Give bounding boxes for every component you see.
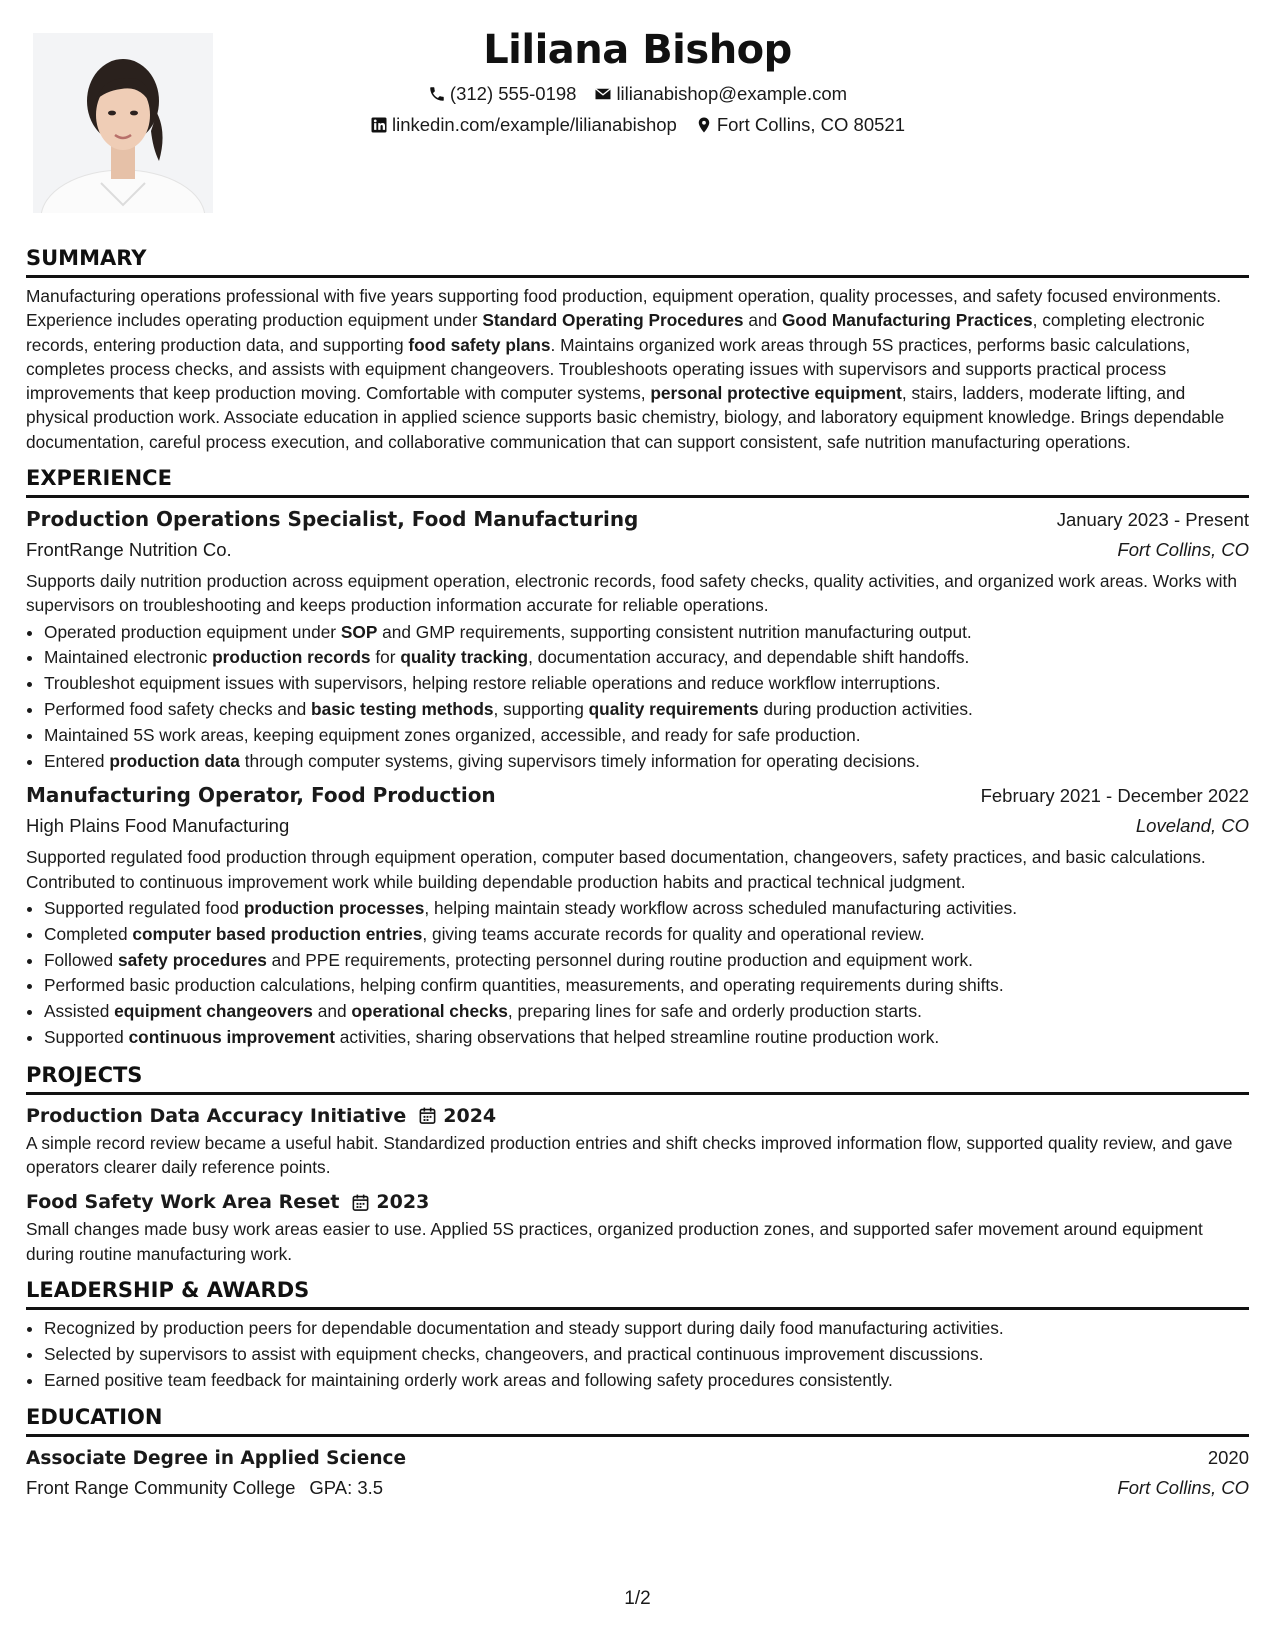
bullet-text: Operated production equipment under [44,621,341,642]
job-dates: January 2023 - Present [1056,509,1249,531]
leadership-item: • Selected by supervisors to assist with equipment checks, changeovers, and practical continuous improvement discussions. [44,1342,1249,1368]
education-degree: Associate Degree in Applied Science [26,1448,407,1470]
bullet-text: Performed food safety checks and [44,699,312,720]
project-year-text: 2023 [376,1191,430,1214]
resume-content [26,244,1249,1512]
job-bullet [44,697,1249,723]
job-bullet [44,999,1249,1025]
experience-section [26,464,1249,1051]
section-title: SUMMARY [26,246,147,270]
bullet-text: , helping maintain steady workflow across scheduled manufacturing activities. [424,898,1018,919]
projects-section [26,1061,1249,1266]
section-divider [26,1307,1249,1310]
job-location: Loveland, CO [1135,815,1249,837]
bullet-text: and PPE requirements, protecting personnel during routine production and equipment work. [266,949,973,970]
leadership-section [26,1276,1249,1393]
project-header [26,1187,1249,1217]
location-text: Fort Collins, CO 80521 [716,114,906,135]
education-section [26,1403,1249,1502]
bullet-text: , documentation accuracy, and dependable shift handoffs. [528,647,970,668]
summary-emphasis: personal protective equipment [650,383,902,404]
job-bullet [44,896,1249,922]
job-bullets [26,620,1249,775]
job-entry [26,780,1249,1050]
education-location: Fort Collins, CO [1117,1477,1249,1499]
phone-contact [428,78,577,109]
leadership-item: • Earned positive team feedback for maintaining orderly work areas and following safety procedures consistently. [44,1368,1249,1394]
section-divider [26,1434,1249,1437]
project-entry [26,1187,1249,1266]
job-description: Supported regulated food production through equipment operation, computer based documentation, changeovers, safety practices, and basic calculations. Contributed to continuous improvement work while building dependable production habits and practical technical judgment. [26,847,1206,892]
bullet-text: through computer systems, giving supervisors timely information for operating decisions. [239,750,920,771]
section-title: PROJECTS [26,1062,143,1087]
calendar-icon [418,1106,437,1125]
job-bullet [44,645,1249,671]
envelope-icon [594,85,612,103]
project-entry [26,1101,1249,1180]
section-title: EDUCATION [26,1405,163,1430]
contact-line-1 [0,78,1275,109]
section-divider [26,275,1249,278]
job-bullet [44,723,1249,749]
bullet-text: and GMP requirements, supporting consistent nutrition manufacturing output. [377,621,972,642]
bullet-text: , giving teams accurate records for quality and operational review. [422,923,925,944]
job-header [26,504,1249,535]
education-year: 2020 [1207,1447,1249,1469]
bullet-text: , supporting [493,699,589,720]
job-bullet [44,948,1249,974]
phone-text: (312) 555-0198 [449,83,577,104]
summary-part: , stairs, ladders, moderate lifting, and physical production work. Associate education in applied science supports basic chemistry, biology, and laboratory equipment knowledge. Brings dependable documentation, careful process execution, and collaborative communication that can support consistent, safe nutrition manufacturing operations. [26,383,1225,452]
bullet-text: Entered [44,750,110,771]
bullet-emphasis: operational checks [351,1001,508,1022]
candidate-name: Liliana Bishop [483,27,792,73]
education-subheader [26,1474,1249,1502]
job-header [26,780,1249,811]
job-title: Manufacturing Operator, Food Production [26,783,496,808]
summary-text [26,284,1249,454]
job-entry [26,504,1249,774]
education-header [26,1443,1249,1474]
job-description: Supports daily nutrition production across equipment operation, electronic records, food safety checks, quality activities, and organized work areas. Works with supervisors on troubleshooting and keeps production information accurate for reliable operations. [26,571,1237,616]
education-school-line [26,1474,383,1502]
job-bullet [44,1025,1249,1051]
project-description: A simple record review became a useful habit. Standardized production entries and shift checks improved information flow, supported quality review, and gave operators clearer daily reference points. [26,1132,1233,1178]
job-company: High Plains Food Manufacturing [26,815,290,837]
bullet-emphasis: basic testing methods [311,699,494,720]
bullet-text: Supported [44,1027,129,1048]
bullet-emphasis: quality tracking [400,647,529,668]
bullet-emphasis: SOP [340,621,378,642]
job-bullet [44,620,1249,646]
section-divider [26,1092,1249,1095]
contact-line-2 [0,109,1275,140]
summary-part: Manufacturing operations professional with five years supporting food production, equipment operation, quality processes, and safety focused environments. Experience includes operating production equipment under [26,286,1222,331]
bullet-text: , preparing lines for safe and orderly production starts. [507,1001,922,1022]
section-title: EXPERIENCE [26,466,172,491]
job-title: Production Operations Specialist, Food Manufacturing [26,507,639,532]
resume-header [0,22,1275,140]
bullet-text: Assisted [44,1001,115,1022]
project-header [26,1101,1249,1131]
job-dates: February 2021 - December 2022 [980,785,1249,807]
linkedin-text[interactable]: linkedin.com/example/lilianabishop [391,114,677,135]
job-bullet [44,671,1249,697]
job-subheader [26,811,1249,841]
bullet-emphasis: quality requirements [588,699,759,720]
job-bullet [44,922,1249,948]
bullet-text: activities, sharing observations that helped streamline routine production work. [335,1027,940,1048]
page-number: 1/2 [624,1588,651,1609]
bullet-text: during production activities. [758,699,973,720]
education-gpa: GPA: 3.5 [309,1477,384,1499]
section-divider [26,495,1249,498]
email-contact[interactable] [594,78,847,109]
bullet-text: Troubleshot equipment issues with supervisors, helping restore reliable operations and reduce workflow interruptions. [44,673,941,694]
location-contact [695,109,905,140]
bullet-emphasis: continuous improvement [128,1027,335,1048]
section-title: LEADERSHIP & AWARDS [26,1278,310,1303]
map-pin-icon [695,116,713,134]
phone-icon [428,85,446,103]
bullet-emphasis: production processes [243,898,425,919]
project-title: Production Data Accuracy Initiative [26,1104,407,1127]
summary-part: . Maintains organized work areas through 5S practices, performs basic calculations, completes process checks, and assists with equipment changeovers. Troubleshoots operating issues with supervisors and supports practical process improvements that keep production moving. Comfortable with computer systems, [26,334,1191,404]
bullet-text: Followed [44,949,118,970]
summary-emphasis: food safety plans [408,334,551,355]
bullet-emphasis: safety procedures [117,949,267,970]
bullet-text: Completed [44,923,133,944]
job-location: Fort Collins, CO [1117,539,1249,561]
summary-section [26,244,1249,454]
project-year [351,1191,429,1213]
job-subheader [26,535,1249,565]
bullet-emphasis: computer based production entries [132,923,423,944]
linkedin-icon [370,116,388,134]
summary-emphasis: Standard Operating Procedures [482,310,744,331]
project-year [418,1105,496,1127]
summary-part: and [743,310,782,331]
email-text[interactable]: lilianabishop@example.com [616,83,848,104]
summary-part: , completing electronic records, entering production data, and supporting [26,310,1205,355]
bullet-text: Maintained electronic [44,647,213,668]
leadership-item: • Recognized by production peers for dependable documentation and steady support during daily food manufacturing activities. [44,1316,1249,1342]
leadership-bullets [26,1316,1249,1393]
bullet-emphasis: production records [212,647,371,668]
job-company: FrontRange Nutrition Co. [26,539,232,561]
calendar-icon [351,1193,370,1212]
job-bullets [26,896,1249,1051]
job-bullet [44,749,1249,775]
bullet-text: Performed basic production calculations, helping confirm quantities, measurements, and operating requirements during shifts. [44,975,1004,996]
project-title: Food Safety Work Area Reset [26,1191,340,1214]
bullet-text: and [312,1001,352,1022]
summary-emphasis: Good Manufacturing Practices [781,310,1033,331]
bullet-text: Supported regulated food [44,898,244,919]
bullet-text: Maintained 5S work areas, keeping equipment zones organized, accessible, and ready for safe production. [44,724,861,745]
education-school: Front Range Community College [26,1477,296,1499]
project-description: Small changes made busy work areas easier to use. Applied 5S practices, organized production zones, and supported safer movement around equipment during routine manufacturing work. [26,1219,1203,1264]
job-bullet [44,973,1249,999]
bullet-emphasis: production data [109,750,240,771]
linkedin-contact[interactable] [370,109,677,140]
bullet-text: for [370,647,401,668]
project-year-text: 2024 [443,1104,497,1127]
bullet-emphasis: equipment changeovers [114,1001,313,1022]
